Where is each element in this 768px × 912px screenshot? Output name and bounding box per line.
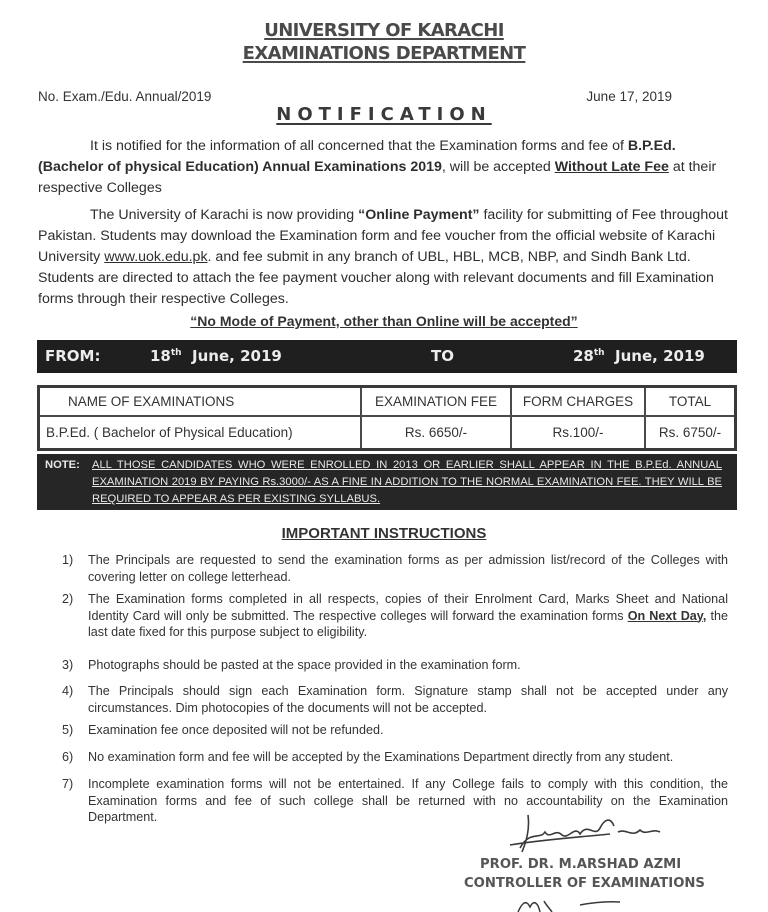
fee-table [37,385,737,451]
exam-name-bold: B.P.Ed. (Bachelor of physical Education) Annual Examinations 2019 [38,138,676,175]
item-text-b: the last date fixed for this purpose subject to eligibility. [88,608,728,639]
payment-text-2: facility for submitting of Fee throughout Pakistan. Students may download the Examination form and fee voucher from the official website of Karachi University [38,207,728,265]
item-number: 3) [62,658,74,672]
from-day: 18 [150,347,171,365]
from-suffix: th [170,348,182,358]
note-text: ALL THOSE CANDIDATES WHO WERE ENROLLED IN 2013 OR EARLIER SHALL APPEAR IN THE B.P.Ed. ANNUAL EXAMINATION 2019 BY PAYING Rs.3000/- AS A FINE IN ADDITION TO THE NORMAL EXAMINATION FEE. THEY WILL BE REQUIRED TO APPEAR AS PER EXISTING SYLLABUS. [92,459,722,505]
from-date [150,347,282,365]
item-text: Incomplete examination forms will not be entertained. If any College fails to comply with this condition, the Examination forms and fee of such college shall be returned with no accountability on the Examination Department. [88,777,728,824]
table-row [39,416,736,450]
signatory-name: PROF. DR. M.ARSHAD AZMI [480,857,682,872]
item-text [88,591,728,641]
header-exam-name: NAME OF EXAMINATIONS [39,387,362,417]
intro-text-2: , will be accepted [441,159,555,175]
header-form-charges: FORM CHARGES [511,387,645,417]
item-text-a: The Examination forms completed in all respects, copies of their Enrolment Card, Marks Sheet and National Identity Card will only be submitted. The respective colleges will forward the examination forms [88,592,728,623]
on-next-day: On Next Day, [627,608,707,623]
paragraph-intro [38,136,728,199]
intro-text-3: at their respective Colleges [38,159,717,196]
date-range-bar [37,340,737,373]
item-text: No examination form and fee will be accepted by the Examinations Department directly from any student. [88,750,674,764]
item-number: 1) [62,553,74,567]
signatory-title: CONTROLLER OF EXAMINATIONS [464,876,705,891]
to-suffix: th [593,348,605,358]
initials-mark [510,895,630,912]
website-link[interactable]: www.uok.edu.pk [104,249,208,265]
item-number: 5) [62,723,74,737]
notification-date: June 17, 2019 [586,89,672,104]
to-month-year: June, 2019 [615,347,705,365]
signature-image [500,810,680,860]
intro-text: It is notified for the information of all concerned that the Examination forms and fee of [90,138,628,154]
cell-form-charges: Rs.100/- [511,416,645,450]
item-text: The Principals should sign each Examination form. Signature stamp shall not be accepted under any circumstances. Dim photocopies of the documents will not be accepted. [88,684,728,715]
cell-total: Rs. 6750/- [645,416,736,450]
from-label: FROM: [45,347,101,365]
header-total: TOTAL [645,387,736,417]
item-number: 4) [62,684,74,698]
department-title: EXAMINATIONS DEPARTMENT [242,43,526,64]
item-text: Photographs should be pasted at the space provided in the examination form. [88,658,521,672]
online-payment-bold: “Online Payment” [358,207,480,223]
to-date [573,347,705,365]
item-number: 7) [62,777,74,791]
university-title: UNIVERSITY OF KARACHI [264,20,504,41]
item-number: 6) [62,750,74,764]
item-text: The Principals are requested to send the examination forms as per admission list/record of the Colleges with covering letter on college letterhead. [88,553,728,584]
note-box [37,454,737,510]
paragraph-online-payment [38,205,728,310]
header-exam-fee: EXAMINATION FEE [361,387,511,417]
item-text: Examination fee once deposited will not be refunded. [88,723,384,737]
from-month-year: June, 2019 [192,347,282,365]
note-label: NOTE: [45,459,80,471]
payment-text-3: . and fee submit in any branch of UBL, HBL, MCB, NBP, and Sindh Bank Ltd. Students are directed to attach the fee payment voucher along with relevant documents and fill Examination forms through their respective Colleges. [38,249,714,307]
payment-mode-notice: “No Mode of Payment, other than Online will be accepted” [190,313,578,329]
notification-heading: NOTIFICATION [276,104,492,125]
to-day: 28 [573,347,594,365]
instructions-title: IMPORTANT INSTRUCTIONS [281,525,487,542]
to-label: TO [431,347,454,365]
reference-number: No. Exam./Edu. Annual/2019 [38,89,212,104]
fee-table-header [39,387,736,417]
payment-text: The University of Karachi is now providing [90,207,359,223]
without-late-fee: Without Late Fee [554,159,669,175]
cell-exam-fee: Rs. 6650/- [361,416,511,450]
cell-exam-name: B.P.Ed. ( Bachelor of Physical Education) [39,416,362,450]
item-number: 2) [62,592,74,606]
